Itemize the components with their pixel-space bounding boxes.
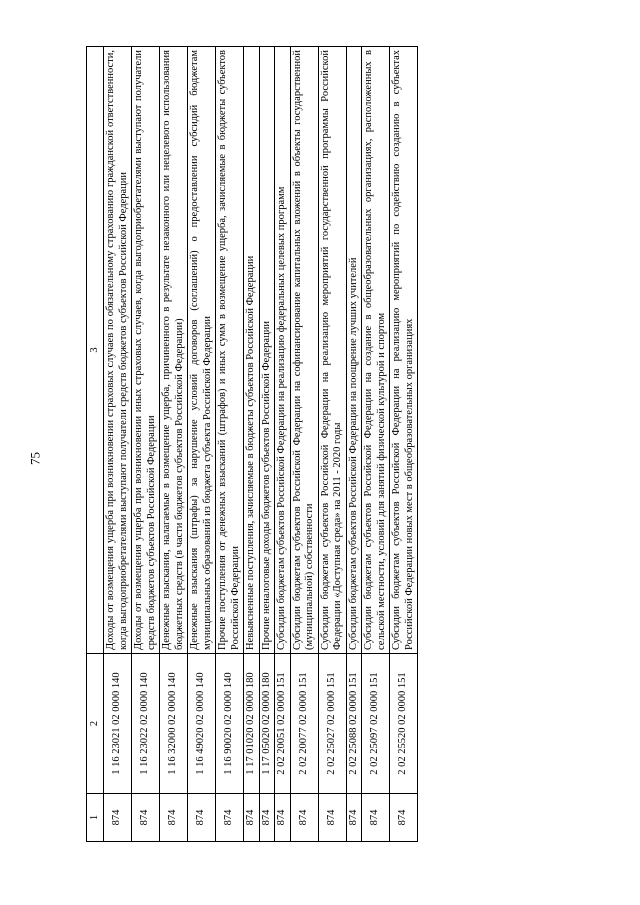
table-row — [318, 47, 346, 842]
budget-code-cell: 1 17 05020 02 0000 180 — [259, 654, 275, 794]
admin-code-cell: 874 — [259, 794, 275, 842]
table-row — [216, 47, 244, 842]
table-row — [160, 47, 188, 842]
admin-code-cell: 874 — [390, 794, 418, 842]
admin-code-cell: 874 — [346, 794, 362, 842]
description-cell: Прочие неналоговые доходы бюджетов субъектов Российской Федерации — [259, 47, 275, 654]
table-row — [346, 47, 362, 842]
table-row — [362, 47, 390, 842]
budget-code-cell: 2 02 20077 02 0000 151 — [290, 654, 318, 794]
header-col-1: 1 — [87, 794, 104, 842]
budget-code-cell: 2 02 25520 02 0000 151 — [390, 654, 418, 794]
admin-code-cell: 874 — [188, 794, 216, 842]
budget-code-cell: 2 02 25097 02 0000 151 — [362, 654, 390, 794]
description-cell: Доходы от возмещения ущерба при возникновении страховых случаев по обязательному страхованию гражданской ответственности, когда выгодоприобретателями выступают получатели средств бюджетов субъектов Российской Федерации — [104, 47, 132, 654]
description-cell: Субсидии бюджетам субъектов Российской Федерации на реализацию мероприятий государственной программы Российской Федерации «Доступная среда» на 2011 - 2020 годы — [318, 47, 346, 654]
budget-code-cell: 1 16 23021 02 0000 140 — [104, 654, 132, 794]
description-cell: Денежные взыскания (штрафы) за нарушение условий договоров (соглашений) о предоставлении субсидий бюджетам муниципальных образований из бюджета субъекта Российской Федерации — [188, 47, 216, 654]
table-row — [275, 47, 291, 842]
admin-code-cell: 874 — [132, 794, 160, 842]
table-header-row — [87, 47, 104, 842]
admin-code-cell: 874 — [160, 794, 188, 842]
description-cell: Субсидии бюджетам субъектов Российской Федерации на реализацию мероприятий по содействию созданию в субъектах Российской Федерации новых мест в общеобразовательных организациях — [390, 47, 418, 654]
budget-code-cell: 1 16 49020 02 0000 140 — [188, 654, 216, 794]
budget-code-cell: 1 16 90020 02 0000 140 — [216, 654, 244, 794]
admin-code-cell: 874 — [318, 794, 346, 842]
admin-code-cell: 874 — [244, 794, 260, 842]
description-cell: Субсидии бюджетам субъектов Российской Федерации на поощрение лучших учителей — [346, 47, 362, 654]
revenue-codes-table — [86, 46, 418, 842]
table-row — [188, 47, 216, 842]
admin-code-cell: 874 — [104, 794, 132, 842]
header-col-2: 2 — [87, 654, 104, 794]
description-cell: Субсидии бюджетам субъектов Российской Федерации на реализацию федеральных целевых программ — [275, 47, 291, 654]
description-cell: Субсидии бюджетам субъектов Российской Федерации на создание в общеобразовательных организациях, расположенных в сельской местности, условий для занятий физической культурой и спортом — [362, 47, 390, 654]
budget-code-cell: 2 02 25088 02 0000 151 — [346, 654, 362, 794]
admin-code-cell: 874 — [275, 794, 291, 842]
description-cell: Невыясненные поступления, зачисляемые в бюджеты субъектов Российской Федерации — [244, 47, 260, 654]
table-row — [244, 47, 260, 842]
description-cell: Прочие поступления от денежных взысканий (штрафов) и иных сумм в возмещение ущерба, зачисляемые в бюджеты субъектов Российской Федерации — [216, 47, 244, 654]
admin-code-cell: 874 — [290, 794, 318, 842]
page-number: 75 — [27, 452, 43, 465]
rotated-table-container — [86, 47, 534, 842]
budget-code-cell: 1 16 23022 02 0000 140 — [132, 654, 160, 794]
table-row — [132, 47, 160, 842]
header-col-3: 3 — [87, 47, 104, 654]
description-cell: Денежные взыскания, налагаемые в возмещение ущерба, причиненного в результате незаконного или нецелевого использования бюджетных средств (в части бюджетов субъектов Российской Федерации) — [160, 47, 188, 654]
budget-code-cell: 2 02 20051 02 0000 151 — [275, 654, 291, 794]
table-row — [290, 47, 318, 842]
budget-code-cell: 1 17 01020 02 0000 180 — [244, 654, 260, 794]
description-cell: Доходы от возмещения ущерба при возникновении иных страховых случаев, когда выгодоприобретателями выступают получатели средств бюджетов субъектов Российской Федерации — [132, 47, 160, 654]
budget-code-cell: 2 02 25027 02 0000 151 — [318, 654, 346, 794]
budget-code-cell: 1 16 32000 02 0000 140 — [160, 654, 188, 794]
admin-code-cell: 874 — [216, 794, 244, 842]
table-row — [259, 47, 275, 842]
description-cell: Субсидии бюджетам субъектов Российской Федерации на софинансирование капитальных вложений в объекты государственной (муниципальной) собственности — [290, 47, 318, 654]
table-row — [390, 47, 418, 842]
table-row — [104, 47, 132, 842]
admin-code-cell: 874 — [362, 794, 390, 842]
